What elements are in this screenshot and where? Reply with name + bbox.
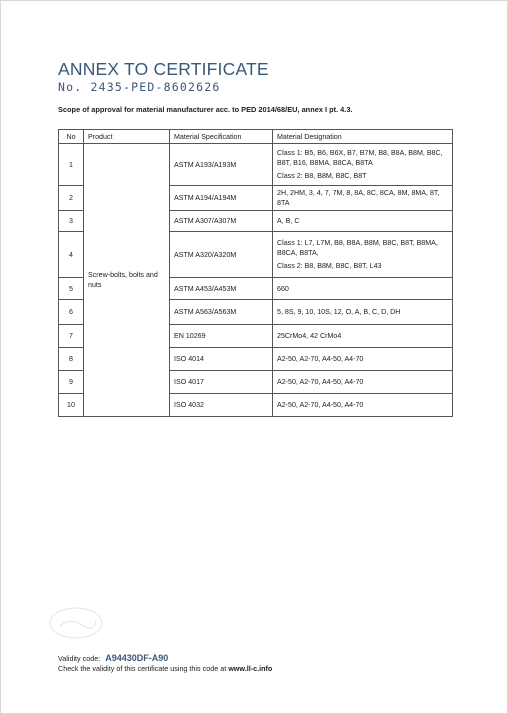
row-number: 7 xyxy=(59,325,84,348)
row-number: 6 xyxy=(59,300,84,325)
validity-line xyxy=(58,653,272,663)
row-number: 3 xyxy=(59,211,84,232)
row-number: 5 xyxy=(59,278,84,300)
product-cell xyxy=(84,144,170,417)
row-number: 10 xyxy=(59,394,84,417)
material-designation: A2-50, A2-70, A4-50, A4-70 xyxy=(273,394,453,417)
footer xyxy=(58,653,272,673)
material-designation: 5, 8S, 9, 10, 10S, 12, O, A, B, C, D, DH xyxy=(273,300,453,325)
material-specification: ASTM A193/A193M xyxy=(170,144,273,186)
row-number: 1 xyxy=(59,144,84,186)
column-header-material-specification: Material Specification xyxy=(170,130,273,144)
material-specification: ISO 4032 xyxy=(170,394,273,417)
row-number: 8 xyxy=(59,348,84,371)
material-designation: A2-50, A2-70, A4-50, A4-70 xyxy=(273,371,453,394)
material-specification: EN 10269 xyxy=(170,325,273,348)
designation-class-1: Class 1: L7, L7M, B8, B8A, B8M, B8C, B8T, B8MA, B8CA, B8TA, xyxy=(277,239,438,257)
column-header-product: Product xyxy=(84,130,170,144)
row-number: 2 xyxy=(59,186,84,211)
material-designation: A, B, C xyxy=(273,211,453,232)
validity-label: Validity code: xyxy=(58,654,101,663)
column-header-no: No xyxy=(59,130,84,144)
material-specification: ISO 4017 xyxy=(170,371,273,394)
check-text: Check the validity of this certificate using this code at xyxy=(58,664,227,673)
material-specification: ASTM A320/A320M xyxy=(170,232,273,278)
check-validity-line xyxy=(58,664,272,673)
designation-class-1: Class 1: B5, B6, B6X, B7, B7M, B8, B8A, B8M, B8C, B8T, B16, B8MA, B8CA, B8TA xyxy=(277,149,443,167)
material-designation: 2H, 2HM, 3, 4, 7, 7M, 8, 8A, 8C, 8CA, 8M, 8MA, 8T, 8TA xyxy=(273,186,453,211)
material-specification: ISO 4014 xyxy=(170,348,273,371)
material-designation xyxy=(273,144,453,186)
row-number: 4 xyxy=(59,232,84,278)
row-number: 9 xyxy=(59,371,84,394)
header xyxy=(58,59,269,94)
certificate-number: No. 2435-PED-8602626 xyxy=(58,80,221,94)
designation-class-2: Class 2: B8, B8M, B8C, B8T, L43 xyxy=(277,262,382,270)
material-specification: ASTM A194/A194M xyxy=(170,186,273,211)
material-designation xyxy=(273,232,453,278)
material-designation: A2-50, A2-70, A4-50, A4-70 xyxy=(273,348,453,371)
approval-table xyxy=(58,129,453,417)
material-specification: ASTM A453/A453M xyxy=(170,278,273,300)
scope-statement: Scope of approval for material manufacturer acc. to PED 2014/68/EU, annex I pt. 4.3. xyxy=(58,105,353,114)
table-header-row xyxy=(59,130,453,144)
faint-seal-mark xyxy=(46,601,106,641)
designation-class-2: Class 2: B8, B8M, B8C, B8T xyxy=(277,172,367,180)
validity-code: A94430DF-A90 xyxy=(105,653,169,663)
material-specification: ASTM A307/A307M xyxy=(170,211,273,232)
verification-link[interactable]: www.ll-c.info xyxy=(228,664,273,673)
material-designation: 660 xyxy=(273,278,453,300)
column-header-material-designation: Material Designation xyxy=(273,130,453,144)
material-designation: 25CrMo4, 42 CrMo4 xyxy=(273,325,453,348)
page-title: ANNEX TO CERTIFICATE xyxy=(58,59,269,79)
table-row xyxy=(59,144,453,186)
material-specification: ASTM A563/A563M xyxy=(170,300,273,325)
product-name: Screw-bolts, bolts and nuts xyxy=(88,271,158,289)
